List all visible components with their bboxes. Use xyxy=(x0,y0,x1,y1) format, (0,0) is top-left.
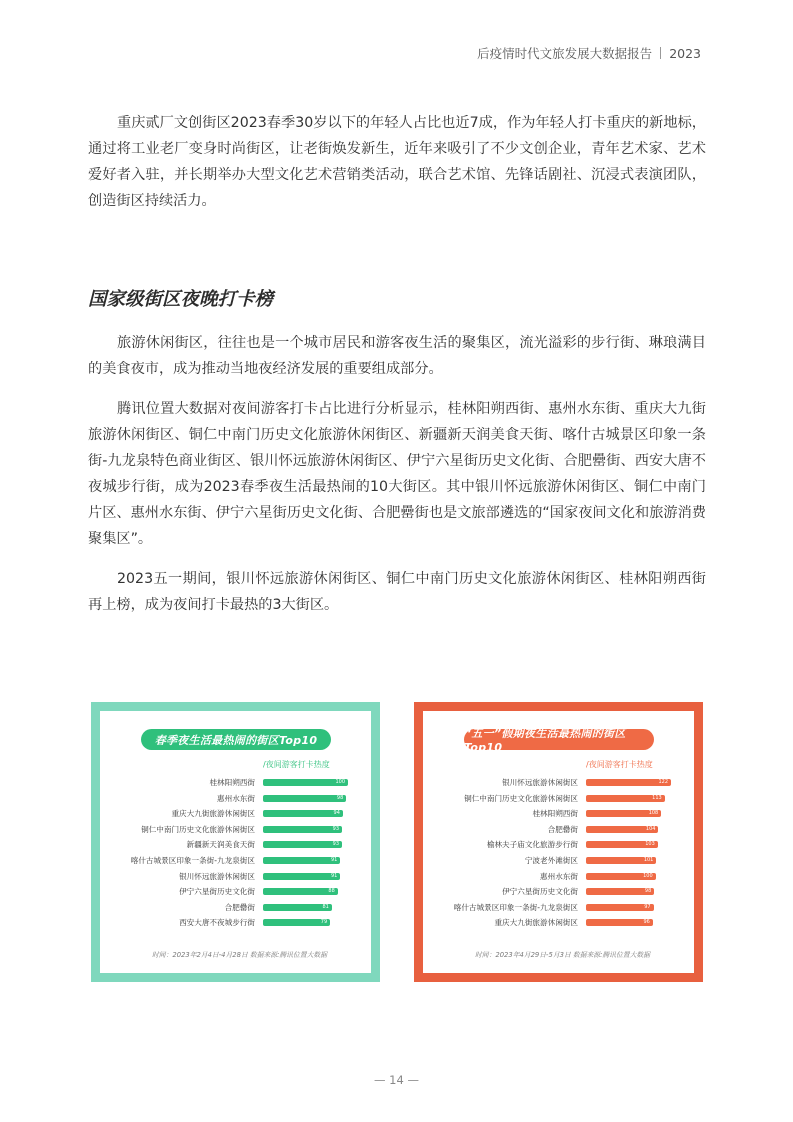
header-divider xyxy=(660,47,661,59)
spring-chart-title: 春季夜生活最热闹的街区Top10 xyxy=(141,729,331,750)
mayday-chart-panel xyxy=(423,711,694,973)
spring-bar-label: 伊宁六星街历史文化街 xyxy=(179,887,255,897)
spring-bar-value: 93 xyxy=(332,825,340,832)
spring-bar-label: 新疆新天润美食天街 xyxy=(186,840,255,850)
spring-bar-row xyxy=(100,822,371,838)
mayday-bar-row xyxy=(423,791,694,807)
spring-bar-label: 西安大唐不夜城步行街 xyxy=(179,918,255,928)
spring-bar-label: 铜仁中南门历史文化旅游休闲街区 xyxy=(141,824,255,834)
mayday-bar-value: 101 xyxy=(643,857,654,863)
page-number: — 14 — xyxy=(374,1073,419,1087)
spring-metric-label: /夜间游客打卡热度 xyxy=(263,760,330,769)
spring-bar-row xyxy=(100,915,371,931)
mayday-bar-value: 103 xyxy=(645,841,655,848)
mayday-bar-label: 合肥罍街 xyxy=(547,824,578,834)
mayday-bar-label: 桂林阳朔西街 xyxy=(532,809,578,819)
mayday-bar-label: 惠州水东街 xyxy=(540,871,578,881)
mayday-bar-value: 96 xyxy=(643,919,650,926)
mayday-bar-row xyxy=(423,884,694,900)
intro-block xyxy=(88,110,706,228)
mayday-bar-row xyxy=(423,853,694,869)
spring-bar-value: 94 xyxy=(333,810,340,817)
mayday-chart-title: “五一”假期夜生活最热闹的街区Top10 xyxy=(464,729,654,750)
spring-bar-row xyxy=(100,853,371,869)
mayday-bar-value: 98 xyxy=(644,888,652,895)
spring-bar-value: 91 xyxy=(330,857,338,863)
mayday-bar-value: 100 xyxy=(643,872,653,879)
mayday-bar-row xyxy=(423,837,694,853)
spring-bar-label: 惠州水东街 xyxy=(217,793,255,803)
spring-chart-card xyxy=(91,702,380,982)
spring-bar-row xyxy=(100,837,371,853)
mayday-bar-label: 宁波老外滩街区 xyxy=(524,856,578,865)
paragraph-1: 重庆贰厂文创街区2023春季30岁以下的年轻人占比也近7成，作为年轻人打卡重庆的新地标，通过将工业老厂变身时尚街区，让老街焕发新生，近年来吸引了不少文创企业，青年艺术家、艺术爱好者入驻，并长期举办大型文化艺术营销类活动，联合艺术馆、先锋话剧社、沉浸式表演团队，创造街区持续活力。 xyxy=(88,115,706,209)
spring-bar-value: 79 xyxy=(320,919,328,926)
spring-bar-label: 银川怀远旅游休闲街区 xyxy=(179,871,255,881)
spring-chart-panel xyxy=(100,711,371,973)
spring-bar-row xyxy=(100,791,371,807)
mayday-bar-value: 97 xyxy=(644,903,651,910)
report-title: 后疫情时代文旅发展大数据报告 xyxy=(477,46,653,61)
mayday-bar-value: 104 xyxy=(645,825,656,832)
mayday-bar-label: 银川怀远旅游休闲街区 xyxy=(502,778,578,787)
spring-bar-value: 91 xyxy=(330,872,338,879)
mayday-bar-label: 伊宁六星街历史文化街 xyxy=(502,887,578,897)
spring-bar-row xyxy=(100,884,371,900)
spring-bar-value: 81 xyxy=(322,903,329,910)
section-body xyxy=(88,330,706,632)
spring-bar-row xyxy=(100,806,371,822)
mayday-bar-label: 榆林夫子庙文化旅游步行街 xyxy=(486,840,578,850)
mayday-bar-label: 喀什古城景区印象一条街-九龙泉街区 xyxy=(453,902,578,912)
spring-bar-label: 喀什古城景区印象一条街-九龙泉街区 xyxy=(130,856,255,865)
mayday-bar-row xyxy=(423,900,694,916)
paragraph-4: 2023五一期间，银川怀远旅游休闲街区、铜仁中南门历史文化旅游休闲街区、桂林阳朔西街再上榜，成为夜间打卡最热的3大街区。 xyxy=(88,571,706,613)
spring-bar-value: 98 xyxy=(336,794,344,801)
mayday-bar-row xyxy=(423,915,694,931)
mayday-bar-row xyxy=(423,822,694,838)
spring-bar-row xyxy=(100,900,371,916)
paragraph-2: 旅游休闲街区，往往也是一个城市居民和游客夜生活的聚集区，流光溢彩的步行街、琳琅满目的美食夜市，成为推动当地夜经济发展的重要组成部分。 xyxy=(88,335,706,377)
spring-bar-value: 93 xyxy=(332,841,340,848)
section-heading: 国家级街区夜晚打卡榜 xyxy=(88,289,274,310)
mayday-chart-footnote: 时间：2023年4月29日-5月3日 数据来源:腾讯位置大数据 xyxy=(475,951,650,959)
mayday-metric-label: /夜间游客打卡热度 xyxy=(586,760,653,769)
mayday-bar-value: 108 xyxy=(648,810,659,817)
spring-bar-value: 88 xyxy=(328,888,335,895)
mayday-bar-row xyxy=(423,775,694,791)
spring-chart-footnote: 时间：2023年2月4日-4月28日 数据来源:腾讯位置大数据 xyxy=(152,951,327,959)
mayday-bar-label: 重庆大九街旅游休闲街区 xyxy=(494,918,578,928)
mayday-chart-card xyxy=(414,702,703,982)
spring-bar-value: 100 xyxy=(335,779,345,785)
mayday-bar-label: 铜仁中南门历史文化旅游休闲街区 xyxy=(464,793,578,803)
spring-bar-label: 合肥罍街 xyxy=(224,902,255,912)
spring-bar-label: 桂林阳朔西街 xyxy=(209,778,255,787)
mayday-bar-value: 113 xyxy=(652,794,662,801)
spring-bar-row xyxy=(100,775,371,791)
mayday-bar-row xyxy=(423,869,694,885)
paragraph-3: 腾讯位置大数据对夜间游客打卡占比进行分析显示，桂林阳朔西街、惠州水东街、重庆大九街旅游休闲街区、铜仁中南门历史文化旅游休闲街区、新疆新天润美食天街、喀什古城景区印象一条街-九龙泉特色商业街区、银川怀远旅游休闲街区、伊宁六星街历史文化街、合肥罍街、西安大唐不夜城步行街，成为2023春季夜生活最热闹的10大街区。其中银川怀远旅游休闲街区、铜仁中南门片区、惠州水东街、伊宁六星街历史文化街、合肥罍街也是文旅部遴选的“国家夜间文化和旅游消费聚集区”。 xyxy=(88,401,706,547)
report-year: 2023 xyxy=(669,45,701,61)
mayday-bar-value: 122 xyxy=(658,779,668,785)
spring-bar-label: 重庆大九街旅游休闲街区 xyxy=(171,809,255,819)
spring-bar-row xyxy=(100,869,371,885)
mayday-bar-row xyxy=(423,806,694,822)
page-header xyxy=(477,44,701,62)
